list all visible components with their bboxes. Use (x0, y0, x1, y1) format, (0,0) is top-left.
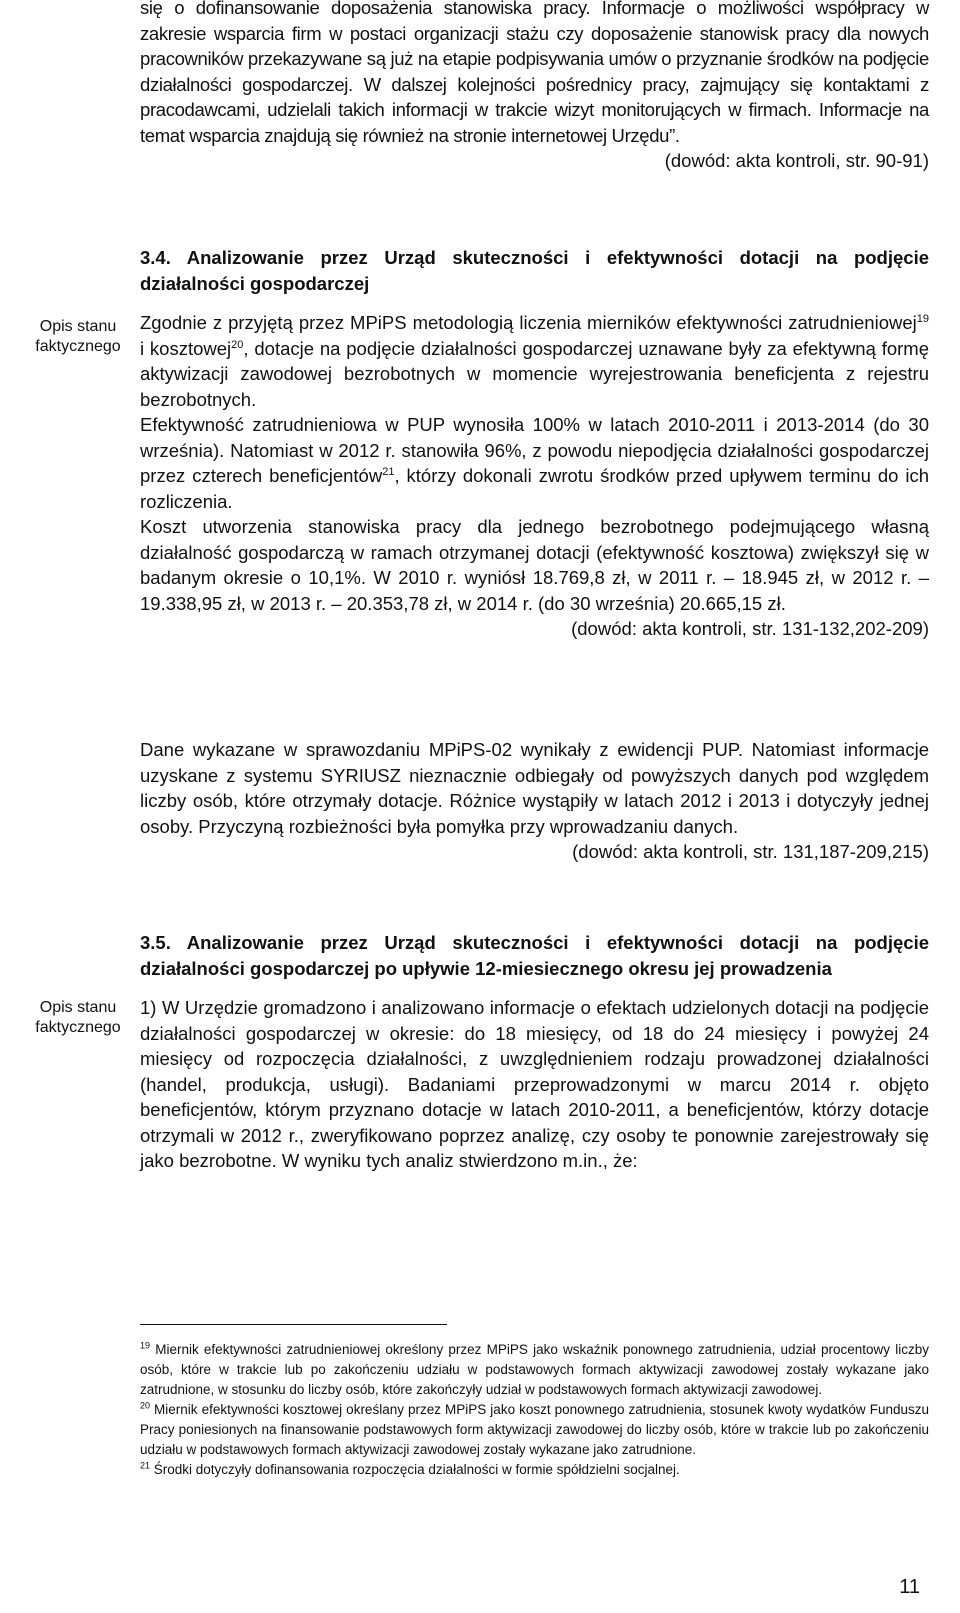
paragraph-offers: się o dofinansowanie doposażenia stanowiska pracy. Informacje o możliwości współpracy w zakresie wsparcia firm w postaci organizacji stażu czy doposażenie stanowisk pracy dla nowych pracowników przekazywane są już na etapie podpisywania umów o przyznanie środków na podjęcie działalności gospodarczej. W dalszej kolejności pośrednicy pracy, zajmujący się kontaktami z pracodawcami, udzielali takich informacji w trakcie wizyt monitorujących w firmach. Informacje na temat wsparcia znajdują się również na stronie internetowej Urzędu”. (140, 0, 929, 146)
margin-note-1: Opis stanu faktycznego (35, 318, 121, 355)
section-3-5 (140, 930, 929, 1174)
footnote-text: Środki dotyczyły dofinansowania rozpoczęcia działalności w formie spółdzielni socjalnej. (150, 1462, 680, 1477)
margin-note-2: Opis stanu faktycznego (35, 999, 121, 1036)
text-segment: Efektywność zatrudnieniowa w PUP wynosiła 100% w latach 2010-2011 i 2013-2014 (do 30 września). Natomiast w 2012 r. stanowiła 96%, z powodu niepodjęcia działalności gospodarczej przez czterech beneficjentów (140, 414, 929, 486)
paragraph-report: Dane wykazane w sprawozdaniu MPiPS-02 wynikały z ewidencji PUP. Natomiast informacje uzyskane z systemu SYRIUSZ nieznacznie odbiegały od powyższych danych pod względem liczby osób, które otrzymały dotacje. Różnice wystąpiły w latach 2012 i 2013 i dotyczyły jednej osoby. Przyczyną rozbieżności była pomyłka przy wprowadzaniu danych. (140, 739, 929, 837)
evidence-citation: (dowód: akta kontroli, str. 131-132,202-209) (571, 618, 929, 639)
paragraph-cost: Koszt utworzenia stanowiska pracy dla jednego bezrobotnego podejmującego własną działalność gospodarczą w ramach otrzymanej dotacji (efektywność kosztowa) zwiększył się w badanym okresie o 10,1%. W 2010 r. wyniósł 18.769,8 zł, w 2011 r. – 18.945 zł, w 2012 r. – 19.338,95 zł, w 2013 r. – 20.353,78 zł, w 2014 r. (do 30 września) 20.665,15 zł. (140, 516, 929, 614)
page-number: 11 (899, 1576, 920, 1598)
section-heading-3-5: 3.5. Analizowanie przez Urząd skuteczności i efektywności dotacji na podjęcie działalności gospodarczej po upływie 12-miesiecznego okresu jej prowadzenia (140, 932, 929, 979)
footnote-ref-21: 21 (382, 465, 395, 478)
footnote-ref-19: 19 (916, 312, 929, 325)
footnote-text: Miernik efektywności kosztowej określany przez MPiPS jako koszt ponownego zatrudnienia, stosunek kwoty wydatków Funduszu Pracy poniesionych na finansowanie podstawowych form aktywizacji zawodowej do liczby osób, które w trakcie lub po zakończeniu udziału w podstawowych formach aktywizacji zawodowej zostały wykazane jako zatrudnione. (140, 1402, 929, 1457)
footnote-19 (140, 1340, 929, 1400)
footnote-20 (140, 1400, 929, 1460)
paragraph-efficiency (140, 412, 929, 514)
evidence-citation: (dowód: akta kontroli, str. 90-91) (664, 150, 929, 171)
footnote-ref-20: 20 (231, 338, 244, 351)
footnote-text: Miernik efektywności zatrudnieniowej określony przez MPiPS jako wskaźnik ponownego zatrudnienia, udział procentowy liczby osób, które w trakcie lub po zakończeniu udziału w podstawowych formach aktywizacji zawodowej zostały wykazane jako zatrudnione, w stosunku do liczby osób, które zakończyły udział w podstawowych formach aktywizacji zawodowej. (140, 1342, 929, 1397)
section-heading-3-4: 3.4. Analizowanie przez Urząd skuteczności i efektywności dotacji na podjęcie działalności gospodarczej (140, 247, 929, 294)
footnote-number: 19 (140, 1340, 151, 1351)
footnote-number: 21 (140, 1460, 151, 1471)
text-segment: Zgodnie z przyjętą przez MPiPS metodologią liczenia mierników efektywności zatrudnieniowej (140, 312, 917, 333)
footnote-21 (140, 1460, 929, 1480)
section-3-4 (140, 245, 929, 642)
section-data-report (140, 737, 929, 865)
text-segment: i kosztowej (140, 337, 232, 359)
evidence-citation: (dowód: akta kontroli, str. 131,187-209,215) (572, 841, 929, 862)
text-segment: , którzy dokonali zwrotu środków przed upływem terminu do ich rozliczenia. (140, 465, 929, 512)
text-segment: , dotacje na podjęcie działalności gospodarczej uznawane były za efektywną formę aktywizacji zawodowej bezrobotnych w momencie wyrejestrowania beneficjenta z rejestru bezrobotnych. (140, 337, 929, 410)
paragraph-analysis: 1) W Urzędzie gromadzono i analizowano informacje o efektach udzielonych dotacji na podjęcie działalności gospodarczej w okresie: do 18 miesięcy, od 18 do 24 miesięcy i powyżej 24 miesięcy od rozpoczęcia działalności, z uwzględnieniem rodzaju prowadzonej działalności (handel, produkcja, usługi). Badaniami przeprowadzonymi w marcu 2014 r. objęto beneficjentów, którym przyznano dotacje w latach 2010-2011, a beneficjentów, którzy dotacje otrzymali w 2012 r., zweryfikowano poprzez analizę, czy osoby te ponownie zarejestrowały się jako bezrobotne. W wyniku tych analiz stwierdzono m.in., że: (140, 997, 929, 1171)
footnotes (140, 1340, 929, 1480)
footnote-number: 20 (140, 1400, 151, 1411)
paragraph-methodology (140, 310, 929, 412)
footnote-separator (140, 1324, 447, 1325)
main-column (140, 0, 929, 174)
